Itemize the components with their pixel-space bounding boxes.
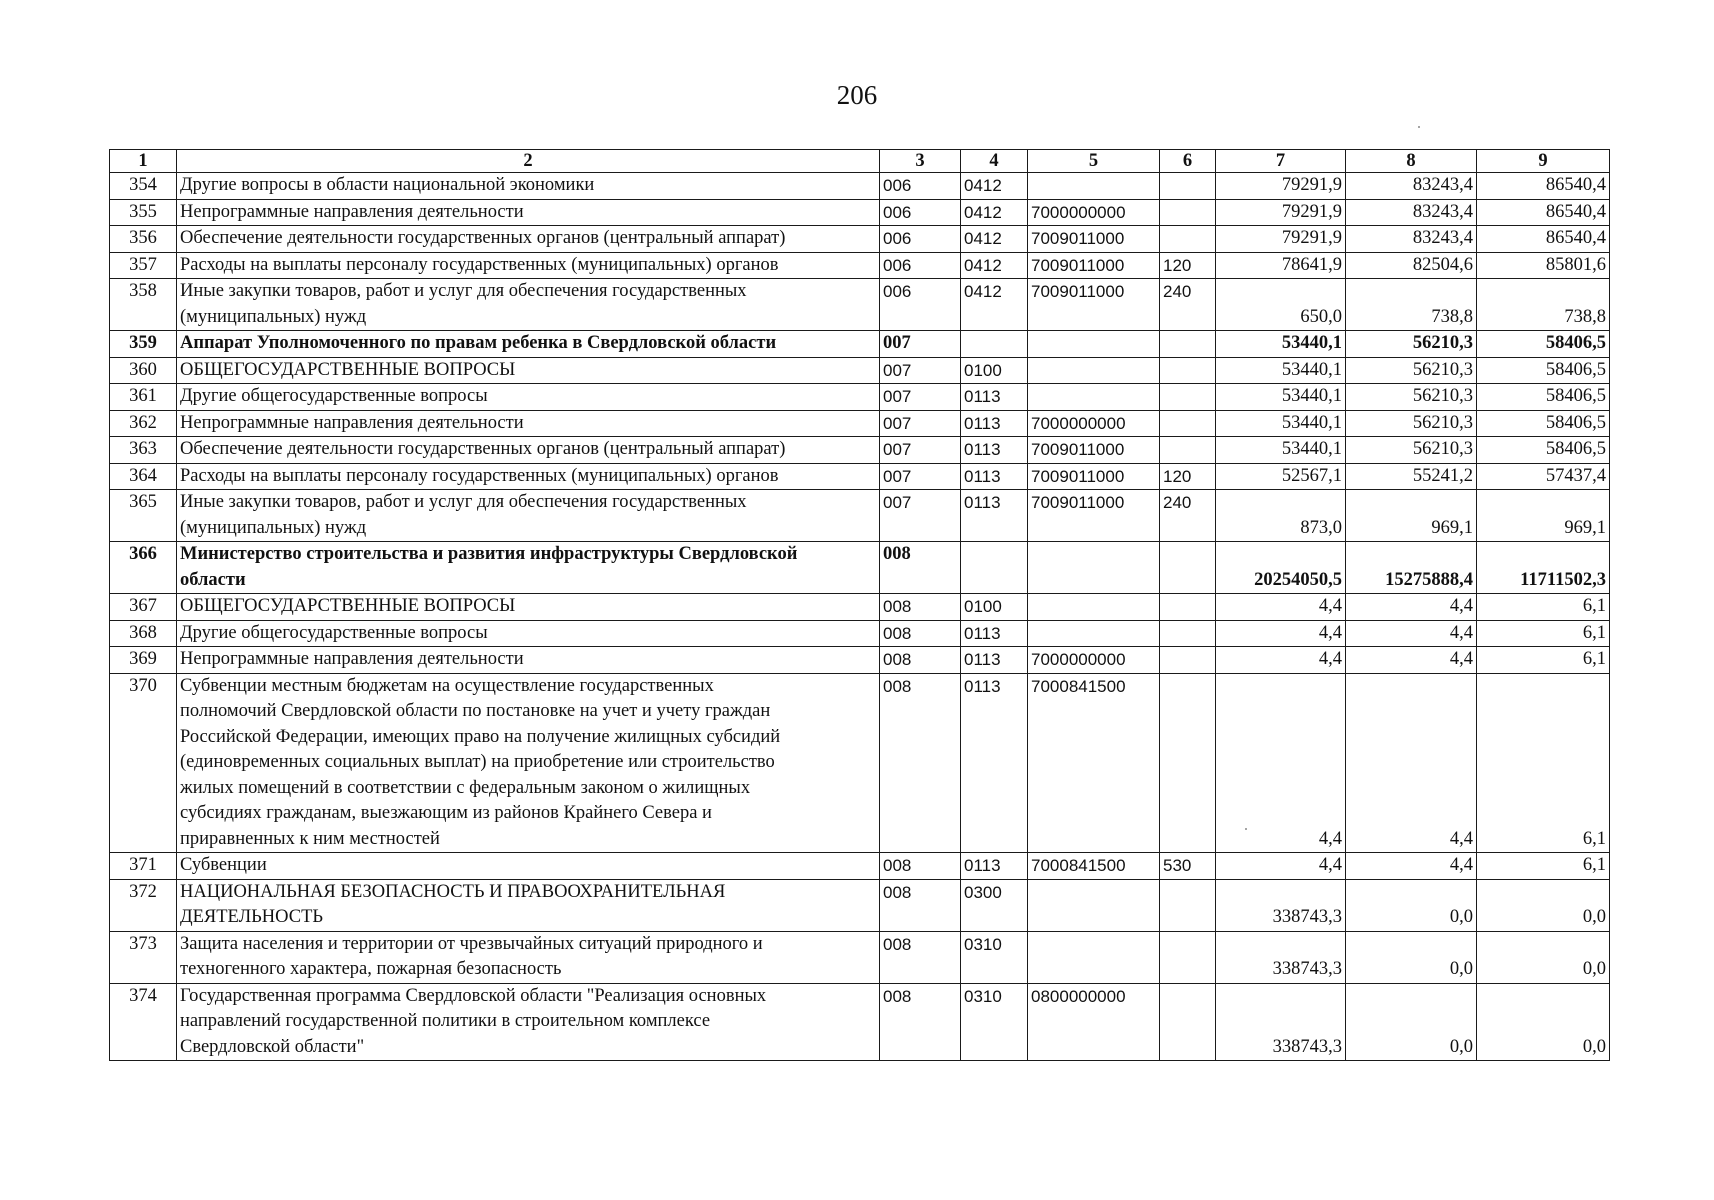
- target-article-code: 7000841500: [1028, 673, 1160, 853]
- admin-code: 007: [880, 463, 961, 490]
- admin-code: 006: [880, 279, 961, 331]
- amount-year-3: 86540,4: [1477, 226, 1610, 253]
- amount-year-2: 56210,3: [1346, 331, 1477, 358]
- row-number: 373: [110, 931, 177, 983]
- row-number: 355: [110, 199, 177, 226]
- amount-year-1: 338743,3: [1216, 931, 1346, 983]
- row-number: 365: [110, 490, 177, 542]
- row-number: 357: [110, 252, 177, 279]
- section-code: 0412: [961, 199, 1028, 226]
- amount-year-3: 58406,5: [1477, 331, 1610, 358]
- column-header: 6: [1160, 150, 1216, 173]
- amount-year-2: 0,0: [1346, 983, 1477, 1061]
- table-row: [110, 620, 1610, 647]
- table-row: [110, 252, 1610, 279]
- target-article-code: 7009011000: [1028, 226, 1160, 253]
- section-code: 0113: [961, 647, 1028, 674]
- row-number: 364: [110, 463, 177, 490]
- amount-year-1: 650,0: [1216, 279, 1346, 331]
- amount-year-3: 58406,5: [1477, 357, 1610, 384]
- table-row: [110, 463, 1610, 490]
- row-description: ОБЩЕГОСУДАРСТВЕННЫЕ ВОПРОСЫ: [177, 357, 880, 384]
- amount-year-2: 4,4: [1346, 594, 1477, 621]
- table-row: [110, 279, 1610, 331]
- row-number: 371: [110, 853, 177, 880]
- row-description: Обеспечение деятельности государственных органов (центральный аппарат): [177, 226, 880, 253]
- amount-year-1: 338743,3: [1216, 983, 1346, 1061]
- expense-type-code: [1160, 879, 1216, 931]
- amount-year-1: 4,4: [1216, 853, 1346, 880]
- amount-year-1: 4,4: [1216, 673, 1346, 853]
- section-code: 0412: [961, 173, 1028, 200]
- amount-year-1: 78641,9: [1216, 252, 1346, 279]
- amount-year-1: 4,4: [1216, 620, 1346, 647]
- section-code: 0113: [961, 437, 1028, 464]
- row-description: Обеспечение деятельности государственных органов (центральный аппарат): [177, 437, 880, 464]
- amount-year-2: 82504,6: [1346, 252, 1477, 279]
- expense-type-code: [1160, 384, 1216, 411]
- target-article-code: [1028, 879, 1160, 931]
- row-number: 359: [110, 331, 177, 358]
- row-number: 361: [110, 384, 177, 411]
- amount-year-3: 58406,5: [1477, 437, 1610, 464]
- expense-type-code: 120: [1160, 463, 1216, 490]
- amount-year-1: 873,0: [1216, 490, 1346, 542]
- admin-code: 008: [880, 853, 961, 880]
- amount-year-3: 6,1: [1477, 647, 1610, 674]
- target-article-code: [1028, 173, 1160, 200]
- amount-year-2: 4,4: [1346, 853, 1477, 880]
- table-row: [110, 542, 1610, 594]
- table-row: [110, 173, 1610, 200]
- amount-year-3: 58406,5: [1477, 384, 1610, 411]
- section-code: 0113: [961, 410, 1028, 437]
- row-number: 367: [110, 594, 177, 621]
- target-article-code: [1028, 931, 1160, 983]
- admin-code: 007: [880, 437, 961, 464]
- amount-year-1: 4,4: [1216, 594, 1346, 621]
- admin-code: 008: [880, 647, 961, 674]
- amount-year-2: 738,8: [1346, 279, 1477, 331]
- admin-code: 007: [880, 490, 961, 542]
- row-description: НАЦИОНАЛЬНАЯ БЕЗОПАСНОСТЬ И ПРАВООХРАНИТЕЛЬНАЯ ДЕЯТЕЛЬНОСТЬ: [177, 879, 880, 931]
- target-article-code: [1028, 384, 1160, 411]
- row-description: Иные закупки товаров, работ и услуг для обеспечения государственных (муниципальных) нужд: [177, 490, 880, 542]
- section-code: 0300: [961, 879, 1028, 931]
- amount-year-1: 79291,9: [1216, 173, 1346, 200]
- target-article-code: 7000841500: [1028, 853, 1160, 880]
- admin-code: 006: [880, 226, 961, 253]
- amount-year-3: 969,1: [1477, 490, 1610, 542]
- amount-year-2: 4,4: [1346, 673, 1477, 853]
- row-description: Непрограммные направления деятельности: [177, 410, 880, 437]
- expense-type-code: [1160, 199, 1216, 226]
- target-article-code: 7000000000: [1028, 199, 1160, 226]
- amount-year-3: 0,0: [1477, 931, 1610, 983]
- amount-year-2: 83243,4: [1346, 173, 1477, 200]
- table-row: [110, 983, 1610, 1061]
- column-header: 8: [1346, 150, 1477, 173]
- amount-year-1: 338743,3: [1216, 879, 1346, 931]
- expense-type-code: 240: [1160, 279, 1216, 331]
- amount-year-1: 53440,1: [1216, 384, 1346, 411]
- header-row: [110, 150, 1610, 173]
- amount-year-1: 53440,1: [1216, 410, 1346, 437]
- column-header: 3: [880, 150, 961, 173]
- amount-year-3: 6,1: [1477, 594, 1610, 621]
- row-number: 360: [110, 357, 177, 384]
- admin-code: 008: [880, 620, 961, 647]
- amount-year-2: 969,1: [1346, 490, 1477, 542]
- section-code: 0113: [961, 673, 1028, 853]
- expense-type-code: 240: [1160, 490, 1216, 542]
- row-number: 362: [110, 410, 177, 437]
- table-row: [110, 879, 1610, 931]
- row-number: 363: [110, 437, 177, 464]
- section-code: 0113: [961, 463, 1028, 490]
- expense-type-code: [1160, 173, 1216, 200]
- expense-type-code: [1160, 331, 1216, 358]
- amount-year-3: 86540,4: [1477, 173, 1610, 200]
- target-article-code: 7000000000: [1028, 410, 1160, 437]
- section-code: 0100: [961, 357, 1028, 384]
- expense-type-code: 120: [1160, 252, 1216, 279]
- amount-year-2: 15275888,4: [1346, 542, 1477, 594]
- expense-type-code: [1160, 594, 1216, 621]
- row-description: Другие общегосударственные вопросы: [177, 384, 880, 411]
- row-number: 354: [110, 173, 177, 200]
- admin-code: 008: [880, 983, 961, 1061]
- expense-type-code: [1160, 542, 1216, 594]
- row-number: 370: [110, 673, 177, 853]
- admin-code: 007: [880, 384, 961, 411]
- budget-table: [109, 149, 1610, 1061]
- amount-year-2: 0,0: [1346, 931, 1477, 983]
- column-header: 2: [177, 150, 880, 173]
- section-code: 0412: [961, 252, 1028, 279]
- column-header: 7: [1216, 150, 1346, 173]
- amount-year-2: 0,0: [1346, 879, 1477, 931]
- expense-type-code: [1160, 647, 1216, 674]
- row-description: Государственная программа Свердловской области "Реализация основных направлений государственной политики в строительном комплексе Свердловской области": [177, 983, 880, 1061]
- amount-year-3: 58406,5: [1477, 410, 1610, 437]
- admin-code: 006: [880, 199, 961, 226]
- section-code: 0113: [961, 853, 1028, 880]
- admin-code: 006: [880, 252, 961, 279]
- table-row: [110, 199, 1610, 226]
- amount-year-2: 56210,3: [1346, 410, 1477, 437]
- row-description: Субвенции: [177, 853, 880, 880]
- amount-year-1: 79291,9: [1216, 226, 1346, 253]
- row-description: Защита населения и территории от чрезвычайных ситуаций природного и техногенного характера, пожарная безопасность: [177, 931, 880, 983]
- expense-type-code: [1160, 620, 1216, 647]
- scan-speck: [1418, 126, 1420, 128]
- amount-year-1: 52567,1: [1216, 463, 1346, 490]
- amount-year-2: 83243,4: [1346, 226, 1477, 253]
- page-number: 206: [836, 80, 878, 110]
- column-header: 1: [110, 150, 177, 173]
- column-header: 9: [1477, 150, 1610, 173]
- admin-code: 008: [880, 673, 961, 853]
- expense-type-code: [1160, 410, 1216, 437]
- target-article-code: [1028, 331, 1160, 358]
- expense-type-code: [1160, 357, 1216, 384]
- amount-year-1: 79291,9: [1216, 199, 1346, 226]
- row-number: 372: [110, 879, 177, 931]
- section-code: 0113: [961, 620, 1028, 647]
- amount-year-2: 55241,2: [1346, 463, 1477, 490]
- amount-year-3: 85801,6: [1477, 252, 1610, 279]
- amount-year-1: 53440,1: [1216, 437, 1346, 464]
- admin-code: 006: [880, 173, 961, 200]
- row-description: Министерство строительства и развития инфраструктуры Свердловской области: [177, 542, 880, 594]
- section-code: 0310: [961, 983, 1028, 1061]
- expense-type-code: 530: [1160, 853, 1216, 880]
- table-row: [110, 853, 1610, 880]
- admin-code: 008: [880, 594, 961, 621]
- amount-year-3: 6,1: [1477, 620, 1610, 647]
- target-article-code: 7009011000: [1028, 437, 1160, 464]
- row-number: 374: [110, 983, 177, 1061]
- table-row: [110, 331, 1610, 358]
- target-article-code: 7009011000: [1028, 252, 1160, 279]
- target-article-code: [1028, 620, 1160, 647]
- target-article-code: [1028, 357, 1160, 384]
- table-row: [110, 594, 1610, 621]
- section-code: 0100: [961, 594, 1028, 621]
- amount-year-3: 6,1: [1477, 853, 1610, 880]
- row-description: Субвенции местным бюджетам на осуществление государственных полномочий Свердловской области по постановке на учет и учету граждан Российской Федерации, имеющих право на получение жилищных субсидий (единовременных социальных выплат) на приобретение или строительство жилых помещений в соответствии с федеральным законом о жилищных субсидиях гражданам, выезжающим из районов Крайнего Севера и приравненных к ним местностей: [177, 673, 880, 853]
- amount-year-2: 4,4: [1346, 620, 1477, 647]
- row-description: Расходы на выплаты персоналу государственных (муниципальных) органов: [177, 252, 880, 279]
- table-row: [110, 931, 1610, 983]
- table-row: [110, 384, 1610, 411]
- admin-code: 007: [880, 357, 961, 384]
- amount-year-3: 738,8: [1477, 279, 1610, 331]
- target-article-code: 7009011000: [1028, 490, 1160, 542]
- row-number: 358: [110, 279, 177, 331]
- amount-year-2: 83243,4: [1346, 199, 1477, 226]
- row-number: 366: [110, 542, 177, 594]
- admin-code: 008: [880, 931, 961, 983]
- row-description: Иные закупки товаров, работ и услуг для обеспечения государственных (муниципальных) нужд: [177, 279, 880, 331]
- table-row: [110, 410, 1610, 437]
- expense-type-code: [1160, 931, 1216, 983]
- expense-type-code: [1160, 673, 1216, 853]
- amount-year-3: 86540,4: [1477, 199, 1610, 226]
- amount-year-2: 4,4: [1346, 647, 1477, 674]
- section-code: [961, 331, 1028, 358]
- row-description: Непрограммные направления деятельности: [177, 647, 880, 674]
- amount-year-1: 53440,1: [1216, 357, 1346, 384]
- amount-year-2: 56210,3: [1346, 437, 1477, 464]
- table-row: [110, 673, 1610, 853]
- target-article-code: 0800000000: [1028, 983, 1160, 1061]
- target-article-code: [1028, 542, 1160, 594]
- row-number: 369: [110, 647, 177, 674]
- section-code: 0412: [961, 279, 1028, 331]
- row-description: ОБЩЕГОСУДАРСТВЕННЫЕ ВОПРОСЫ: [177, 594, 880, 621]
- table-row: [110, 490, 1610, 542]
- row-description: Непрограммные направления деятельности: [177, 199, 880, 226]
- section-code: [961, 542, 1028, 594]
- amount-year-2: 56210,3: [1346, 384, 1477, 411]
- amount-year-2: 56210,3: [1346, 357, 1477, 384]
- row-description: Расходы на выплаты персоналу государственных (муниципальных) органов: [177, 463, 880, 490]
- expense-type-code: [1160, 226, 1216, 253]
- section-code: 0310: [961, 931, 1028, 983]
- section-code: 0113: [961, 384, 1028, 411]
- row-description: Другие вопросы в области национальной экономики: [177, 173, 880, 200]
- row-description: Аппарат Уполномоченного по правам ребенка в Свердловской области: [177, 331, 880, 358]
- table-row: [110, 226, 1610, 253]
- amount-year-3: 11711502,3: [1477, 542, 1610, 594]
- admin-code: 008: [880, 542, 961, 594]
- amount-year-1: 53440,1: [1216, 331, 1346, 358]
- table-body: [110, 173, 1610, 1061]
- section-code: 0412: [961, 226, 1028, 253]
- amount-year-1: 20254050,5: [1216, 542, 1346, 594]
- admin-code: 007: [880, 331, 961, 358]
- table-row: [110, 437, 1610, 464]
- column-header: 4: [961, 150, 1028, 173]
- amount-year-3: 6,1: [1477, 673, 1610, 853]
- target-article-code: [1028, 594, 1160, 621]
- column-header: 5: [1028, 150, 1160, 173]
- target-article-code: 7009011000: [1028, 463, 1160, 490]
- amount-year-1: 4,4: [1216, 647, 1346, 674]
- target-article-code: 7009011000: [1028, 279, 1160, 331]
- amount-year-3: 57437,4: [1477, 463, 1610, 490]
- row-number: 368: [110, 620, 177, 647]
- admin-code: 007: [880, 410, 961, 437]
- row-number: 356: [110, 226, 177, 253]
- table-row: [110, 647, 1610, 674]
- expense-type-code: [1160, 983, 1216, 1061]
- row-description: Другие общегосударственные вопросы: [177, 620, 880, 647]
- amount-year-3: 0,0: [1477, 983, 1610, 1061]
- table-row: [110, 357, 1610, 384]
- target-article-code: 7000000000: [1028, 647, 1160, 674]
- admin-code: 008: [880, 879, 961, 931]
- section-code: 0113: [961, 490, 1028, 542]
- amount-year-3: 0,0: [1477, 879, 1610, 931]
- expense-type-code: [1160, 437, 1216, 464]
